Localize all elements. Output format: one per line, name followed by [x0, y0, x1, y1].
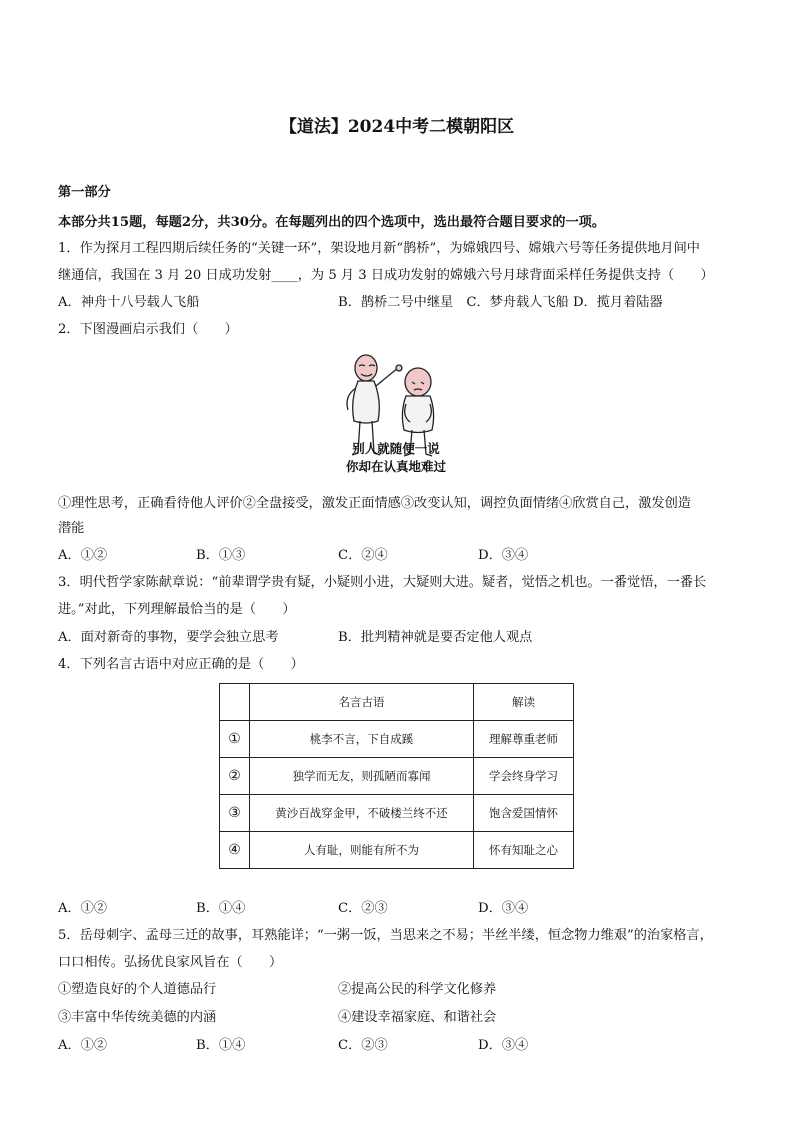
table-header-cell: [220, 684, 250, 721]
table-cell-interpretation: 饱含爱国情怀: [474, 795, 574, 832]
q5-item-2: ②提高公民的科学文化修养: [338, 982, 497, 997]
table-cell-number: ①: [220, 721, 250, 758]
table-header-cell: 名言古语: [250, 684, 474, 721]
q4-stem: 4．下列名言古语中对应正确的是（ ）: [58, 657, 304, 672]
table-row: [220, 795, 574, 832]
q5-option-b: B．①④: [196, 1038, 246, 1053]
q3-option-b: B．批判精神就是要否定他人观点: [338, 630, 533, 645]
page-title: 【道法】2024中考二模朝阳区: [279, 117, 515, 137]
table-cell-number: ④: [220, 832, 250, 869]
table-cell-interpretation: 理解尊重老师: [474, 721, 574, 758]
comic-caption-line2: 你却在认真地难过: [345, 459, 446, 474]
table-row: [220, 721, 574, 758]
q2-option-c: C．②④: [338, 548, 388, 563]
table-cell-number: ③: [220, 795, 250, 832]
table-cell-proverb: 独学而无友，则孤陋而寡闻: [250, 758, 474, 795]
q1-option-a: A．神舟十八号载人飞船: [58, 295, 200, 310]
q2-items-line1: ①理性思考，正确看待他人评价②全盘接受，激发正面情感③改变认知，调控负面情绪④欣赏自己，激发创造: [58, 496, 691, 511]
section-heading: 第一部分: [58, 185, 111, 200]
q3-stem-line2: 进。”对此，下列理解最恰当的是（ ）: [58, 602, 296, 617]
table-row: [220, 758, 574, 795]
q5-stem-line2: 口口相传。弘扬优良家风旨在（ ）: [58, 955, 283, 970]
q2-option-a: A．①②: [58, 548, 108, 563]
table-cell-proverb: 黄沙百战穿金甲，不破楼兰终不还: [250, 795, 474, 832]
table-header-cell: 解读: [474, 684, 574, 721]
q3-option-a: A．面对新奇的事物，要学会独立思考: [58, 630, 279, 645]
q4-option-c: C．②③: [338, 901, 388, 916]
q5-stem-line1: 5．岳母刺字、孟母三迁的故事，耳熟能详；“一粥一饭，当思来之不易；半丝半缕，恒念物力维艰”的治家格言，: [58, 928, 713, 943]
table-row: [220, 832, 574, 869]
q2-items-line2: 潜能: [58, 521, 85, 536]
comic-caption-line1: 别人就随便一说: [352, 441, 440, 456]
q5-item-1: ①塑造良好的个人道德品行: [58, 982, 217, 997]
proverb-table: [219, 683, 574, 869]
q4-option-d: D．③④: [478, 901, 529, 916]
q4-option-a: A．①②: [58, 901, 108, 916]
q1-stem-line2: 继通信，我国在 3 月 20 日成功发射____，为 5 月 3 日成功发射的嫦娥六号月球背面采样任务提供支持（ ）: [58, 268, 714, 283]
q5-option-d: D．③④: [478, 1038, 529, 1053]
q4-option-b: B．①④: [196, 901, 246, 916]
q1-options-bcd: B．鹊桥二号中继星 C．梦舟载人飞船 D．揽月着陆器: [338, 295, 663, 310]
q5-item-4: ④建设幸福家庭、和谐社会: [338, 1010, 497, 1025]
table-cell-interpretation: 学会终身学习: [474, 758, 574, 795]
q5-option-a: A．①②: [58, 1038, 108, 1053]
q2-stem: 2．下图漫画启示我们（ ）: [58, 322, 238, 337]
table-cell-proverb: 人有耻，则能有所不为: [250, 832, 474, 869]
q2-option-d: D．③④: [478, 548, 529, 563]
comic-caption: [330, 440, 462, 476]
q5-option-c: C．②③: [338, 1038, 388, 1053]
table-cell-interpretation: 怀有知耻之心: [474, 832, 574, 869]
q5-item-3: ③丰富中华传统美德的内涵: [58, 1010, 217, 1025]
section-instructions: 本部分共15题，每题2分，共30分。在每题列出的四个选项中，选出最符合题目要求的一项。: [58, 215, 606, 230]
table-cell-proverb: 桃李不言，下自成蹊: [250, 721, 474, 758]
table-cell-number: ②: [220, 758, 250, 795]
q2-option-b: B．①③: [196, 548, 246, 563]
q3-stem-line1: 3．明代哲学家陈献章说：“前辈谓学贵有疑，小疑则小进，大疑则大进。疑者，觉悟之机也。一番觉悟，一番长: [58, 575, 707, 590]
table-header-row: [220, 684, 574, 721]
q1-stem-line1: 1．作为探月工程四期后续任务的“关键一环”，架设地月新“鹊桥”，为嫦娥四号、嫦娥六号等任务提供地月间中: [58, 241, 700, 256]
